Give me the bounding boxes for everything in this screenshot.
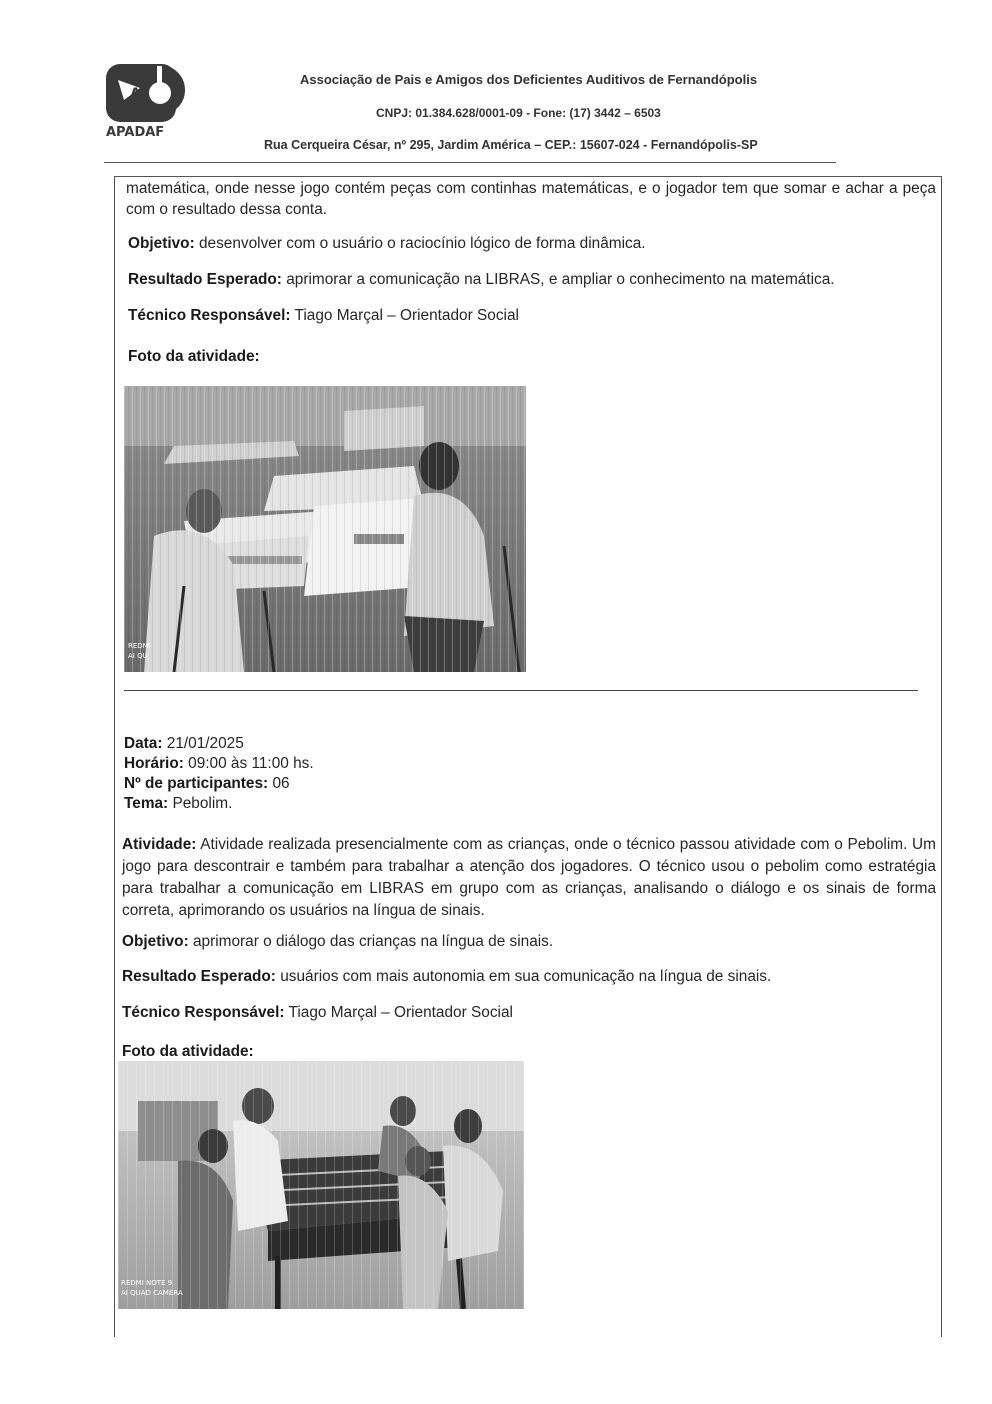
- tecnico-value: Tiago Marçal – Orientador Social: [290, 307, 519, 324]
- data-value: 21/01/2025: [162, 735, 244, 752]
- svg-text:REDMI: REDMI: [128, 642, 151, 650]
- horario-field: [124, 753, 314, 774]
- tecnico-1: [128, 305, 938, 326]
- objetivo-1: [128, 233, 938, 254]
- resultado-label: Resultado Esperado:: [122, 968, 276, 985]
- objetivo-2: [122, 931, 936, 952]
- tecnico-2: [122, 1002, 936, 1023]
- data-label: Data:: [124, 735, 163, 752]
- objetivo-value: aprimorar o diálogo das crianças na língua de sinais.: [188, 933, 554, 950]
- atividade-label: Atividade:: [122, 836, 197, 853]
- tecnico-label: Técnico Responsável:: [128, 307, 291, 324]
- atividade-field: [122, 834, 936, 922]
- svg-text:REDMI NOTE 9: REDMI NOTE 9: [121, 1279, 173, 1287]
- org-name: Associação de Pais e Amigos dos Deficientes Auditivos de Fernandópolis: [300, 72, 758, 87]
- foto-label-1: Foto da atividade:: [128, 348, 260, 365]
- apadaf-logo: [104, 62, 192, 140]
- svg-text:A: A: [130, 86, 141, 102]
- objetivo-label: Objetivo:: [122, 933, 189, 950]
- tema-value: Pebolim.: [168, 795, 233, 812]
- continued-activity-text: matemática, onde nesse jogo contém peças com continhas matemáticas, e o jogador tem que somar e achar a peça com o resultado dessa conta.: [126, 180, 936, 218]
- activity-photo-math-game: [124, 386, 526, 672]
- org-cnpj-phone: CNPJ: 01.384.628/0001-09 - Fone: (17) 3442 – 6503: [376, 106, 661, 120]
- tema-field: [124, 793, 232, 814]
- svg-text:AI QU: AI QU: [128, 652, 148, 660]
- header-divider: [104, 162, 836, 163]
- participantes-field: [124, 773, 290, 794]
- participantes-label: Nº de participantes:: [124, 775, 269, 792]
- horario-value: 09:00 às 11:00 hs.: [183, 755, 314, 772]
- tema-label: Tema:: [124, 795, 169, 812]
- resultado-2: [122, 966, 936, 987]
- atividade-value: Atividade realizada presencialmente com as crianças, onde o técnico passou atividade com o Pebolim. Um jogo para descontrair e também para trabalhar a atenção dos jogadores. O técnico usou o pebolim como estratégia para trabalhar a comunicação em LIBRAS em grupo com as crianças, analisando o diálogo e os sinais de forma correta, aprimorando os usuários na língua de sinais.: [122, 836, 936, 919]
- objetivo-label: Objetivo:: [128, 235, 195, 252]
- tecnico-value: Tiago Marçal – Orientador Social: [284, 1004, 513, 1021]
- svg-text:APADAF: APADAF: [106, 125, 165, 140]
- foto-label-2: Foto da atividade:: [122, 1043, 254, 1060]
- section-divider: [124, 690, 918, 691]
- resultado-value: usuários com mais autonomia em sua comunicação na língua de sinais.: [275, 968, 772, 985]
- activity-photo-foosball: [118, 1061, 524, 1309]
- org-address: Rua Cerqueira César, nº 295, Jardim América – CEP.: 15607-024 - Fernandópolis-SP: [264, 138, 758, 152]
- svg-text:AI QUAD CAMERA: AI QUAD CAMERA: [121, 1289, 183, 1297]
- resultado-label: Resultado Esperado:: [128, 271, 282, 288]
- horario-label: Horário:: [124, 755, 184, 772]
- resultado-value: aprimorar a comunicação na LIBRAS, e ampliar o conhecimento na matemática.: [281, 271, 835, 288]
- participantes-value: 06: [268, 775, 290, 792]
- data-field: [124, 733, 244, 754]
- resultado-1: [128, 269, 938, 290]
- tecnico-label: Técnico Responsável:: [122, 1004, 285, 1021]
- objetivo-value: desenvolver com o usuário o raciocínio lógico de forma dinâmica.: [194, 235, 646, 252]
